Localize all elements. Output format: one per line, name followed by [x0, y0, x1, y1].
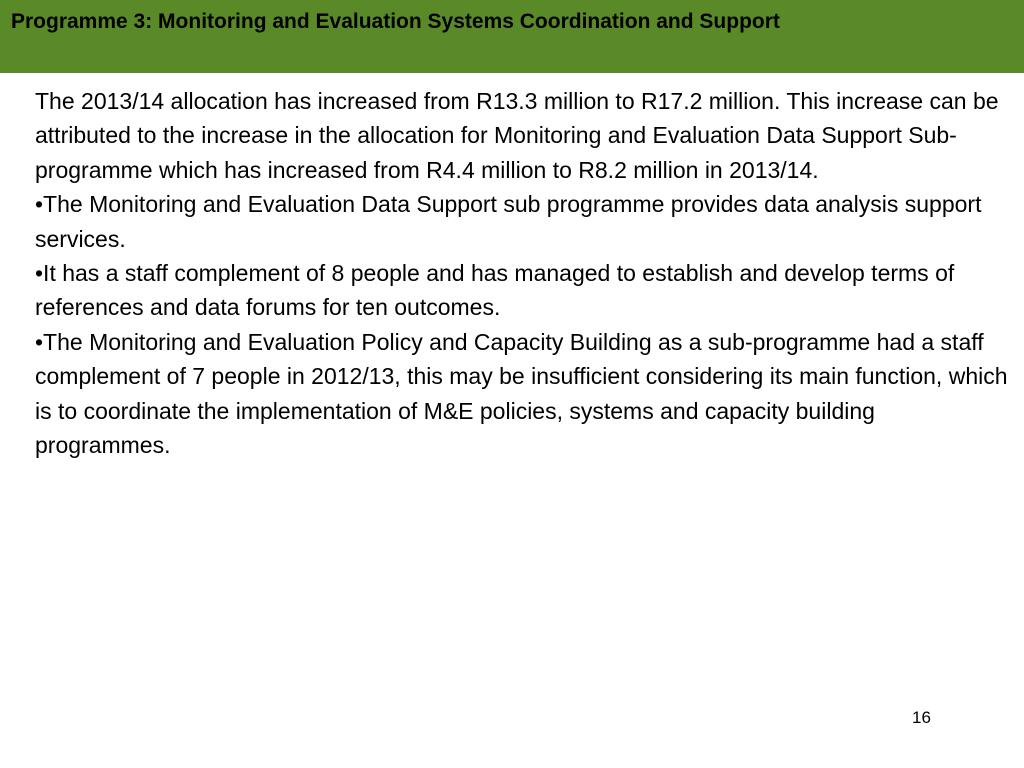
- paragraph-allocation: The 2013/14 allocation has increased from R13.3 million to R17.2 million. This increase can be attributed to the increase in the allocation for Monitoring and Evaluation Data Support Sub-programme which has increased from R4.4 million to R8.2 million in 2013/14.: [35, 88, 999, 183]
- bullet-staff-complement: •It has a staff complement of 8 people and has managed to establish and develop terms of references and data forums for ten outcomes.: [35, 260, 955, 321]
- title-bar: [0, 0, 1024, 73]
- bullet-policy-capacity: •The Monitoring and Evaluation Policy and Capacity Building as a sub-programme had a staff complement of 7 people in 2012/13, this may be insufficient considering its main function, which is to coordinate the implementation of M&E policies, systems and capacity building programmes.: [35, 328, 1008, 459]
- slide-body: [35, 84, 1010, 462]
- slide-title: Programme 3: Monitoring and Evaluation Systems Coordination and Support: [11, 10, 780, 33]
- bullet-data-support: •The Monitoring and Evaluation Data Support sub programme provides data analysis support services.: [35, 191, 982, 252]
- page-number: 16: [912, 708, 931, 727]
